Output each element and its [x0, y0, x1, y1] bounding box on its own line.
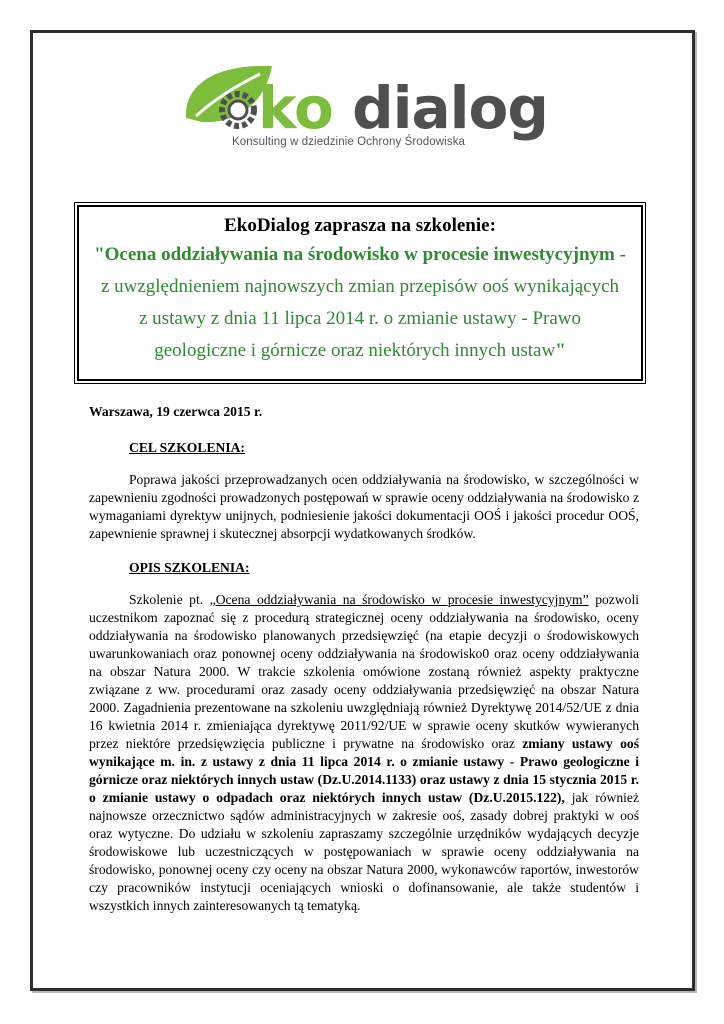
cel-heading: CEL SZKOLENIA: — [129, 440, 245, 455]
title-line-1: "Ocena oddziaływania na środowisko w procesie inwestycyjnym - — [94, 244, 626, 265]
title-line-4-text: geologiczne i górnicze oraz niektórych innych ustaw — [154, 340, 556, 361]
opis-heading: OPIS SZKOLENIA: — [129, 560, 250, 575]
title-line-2: z uwzględnieniem najnowszych zmian przepisów ooś wynikających — [100, 276, 620, 297]
svg-text:ko dialog — [258, 74, 548, 142]
logo-name-rest: dialog — [352, 74, 548, 142]
opis-text-3: jak również najnowsze orzecznictwo sądów administracyjnych w zakresie ooś, zasady dobrej praktyki w ooś oraz wytyczne. Do udziału w szkoleniu zapraszamy szczególnie urzędników wydających decyzje środowiskowe lub uczestniczących w postępowaniach w sprawie oceny oddziaływania na środowisko, ponownej oceny czy oceny na obszar Natura 2000, wykonawców raportów, inwestorów czy pracowników instytucji oceniających wnioski o dofinansowanie, ale także studentów i wszystkich innych zainteresowanych tą tematyką. — [89, 790, 640, 913]
logo-tagline: Konsulting w dziedzinie Ochrony Środowiska — [232, 136, 466, 148]
opis-text-1: Szkolenie pt. — [129, 592, 210, 607]
document-body — [89, 403, 639, 931]
title-main: EkoDialog zaprasza na szkolenie: — [224, 215, 496, 236]
title-line-4 — [79, 335, 641, 367]
opis-paragraph — [89, 591, 639, 915]
cel-paragraph: Poprawa jakości przeprowadzanych ocen oddziaływania na środowisko, w szczególności w zapewnieniu zgodności prowadzonych postępowań w sprawie oceny oddziaływania na środowisko z wymaganiami dyrektyw unijnych, podniesienie jakości dokumentacji OOŚ i jakości procedur OOŚ, zapewnienie sprawnej i skutecznej absorpcji wydatkowanych środków. — [89, 472, 639, 541]
ekodialog-logo — [180, 60, 548, 160]
opis-text-2: pozwoli uczestnikom zapoznać się z procedurą strategicznej oceny oddziaływania na środowisko, oceny oddziaływania na środowisko planowanych przedsięwzięć (na etapie decyzji o środowiskowych uwarunkowaniach oraz ponownej oceny oddziaływania na środowisko0 oraz oceny oddziaływania na obszar Natura 2000. W trakcie szkolenia omówione zostaną również aspekty praktyczne związane z ww. procedurami oraz zasady oceny oddziaływania przedsięwzięć na obszar Natura 2000. Zagadnienia prezentowane na szkoleniu uwzględniają również Dyrektywę 2014/52/UE z dnia 16 kwietnia 2014 r. zmieniająca dyrektywę 2011/92/UE w sprawie oceny skutków wywieranych przez niektóre przedsięwzięcia publiczne i prywatne na środowisko oraz — [89, 592, 640, 751]
title-inner-frame — [77, 205, 643, 381]
logo-prefix: e — [218, 126, 219, 127]
title-line-4-quote: " — [555, 340, 566, 361]
logo-name: ko — [258, 74, 333, 142]
opis-training-title: „Ocena oddziaływania na środowisko w procesie inwestycyjnym” — [209, 592, 589, 607]
title-line-3: z ustawy z dnia 11 lipca 2014 r. o zmianie ustawy - Prawo — [139, 308, 581, 329]
document-date: Warszawa, 19 czerwca 2015 r. — [89, 404, 263, 419]
opis-legal-changes: zmiany ustawy ooś wynikające m. in. z ustawy z dnia 11 lipca 2014 r. o zmianie ustawy - Prawo geologiczne i górnicze oraz niektórych innych ustaw (Dz.U.2014.1133) oraz ustawy z dnia 15 stycznia 2015 r. o zmianie ustawy o odpadach oraz niektórych innych ustaw (Dz.U.2015.122), — [89, 736, 639, 805]
title-box — [74, 202, 646, 384]
